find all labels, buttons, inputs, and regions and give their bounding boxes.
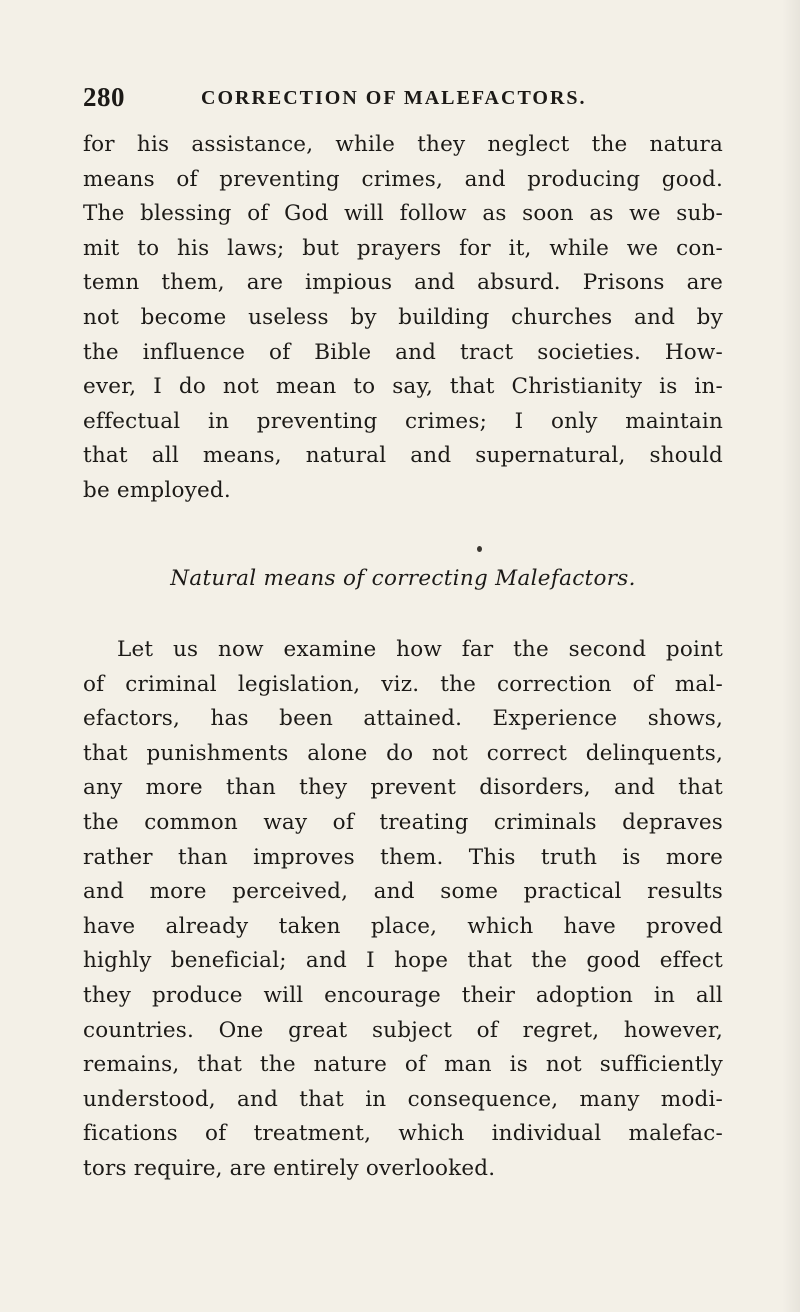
- text-line: that punishments alone do not correct delinquents,: [83, 740, 723, 766]
- text-line: they produce will encourage their adoption in all: [83, 982, 723, 1008]
- text-line: any more than they prevent disorders, and that: [83, 775, 723, 801]
- text-line: The blessing of God will follow as soon as we sub-: [83, 201, 723, 227]
- text-line: mit to his laws; but prayers for it, while we con-: [83, 235, 723, 261]
- text-line: for his assistance, while they neglect the natura: [83, 132, 723, 157]
- text-line: countries. One great subject of regret, however,: [83, 1017, 723, 1043]
- text-line: the influence of Bible and tract societies. How-: [83, 339, 723, 365]
- text-line: not become useless by building churches and by: [83, 304, 723, 330]
- text-line: have already taken place, which have proved: [83, 913, 723, 939]
- text-line: be employed.: [83, 477, 231, 503]
- text-line: highly beneficial; and I hope that the good effect: [83, 948, 723, 974]
- text-line: efactors, has been attained. Experience shows,: [83, 706, 723, 732]
- running-head: [83, 82, 723, 118]
- text-line: ever, I do not mean to say, that Christianity is in-: [83, 374, 723, 400]
- page-edge-shade: [782, 0, 800, 1312]
- text-line: temn them, are impious and absurd. Prisons are: [83, 270, 723, 296]
- section-heading: Natural means of correcting Malefactors.: [170, 566, 636, 591]
- paragraph-2: [83, 633, 723, 1187]
- text-line: of criminal legislation, viz. the correction of mal-: [83, 671, 723, 697]
- page-number: 280: [83, 82, 125, 112]
- paragraph-1: [83, 128, 723, 509]
- text-line: understood, and that in consequence, many modi-: [83, 1086, 723, 1112]
- text-line: that all means, natural and supernatural, should: [83, 443, 723, 469]
- text-line: Let us now examine how far the second point: [117, 637, 723, 662]
- text-line: rather than improves them. This truth is more: [83, 844, 723, 870]
- text-line: tors require, are entirely overlooked.: [83, 1155, 496, 1181]
- ink-speck: [477, 546, 482, 552]
- text-line: effectual in preventing crimes; I only maintain: [83, 408, 723, 434]
- text-line: means of preventing crimes, and producing good.: [83, 166, 723, 192]
- running-title: CORRECTION OF MALEFACTORS.: [201, 87, 587, 109]
- text-line: the common way of treating criminals depraves: [83, 809, 723, 835]
- text-line: fications of treatment, which individual malefac-: [83, 1121, 723, 1147]
- text-line: and more perceived, and some practical results: [83, 879, 723, 905]
- text-line: remains, that the nature of man is not sufficiently: [83, 1052, 723, 1078]
